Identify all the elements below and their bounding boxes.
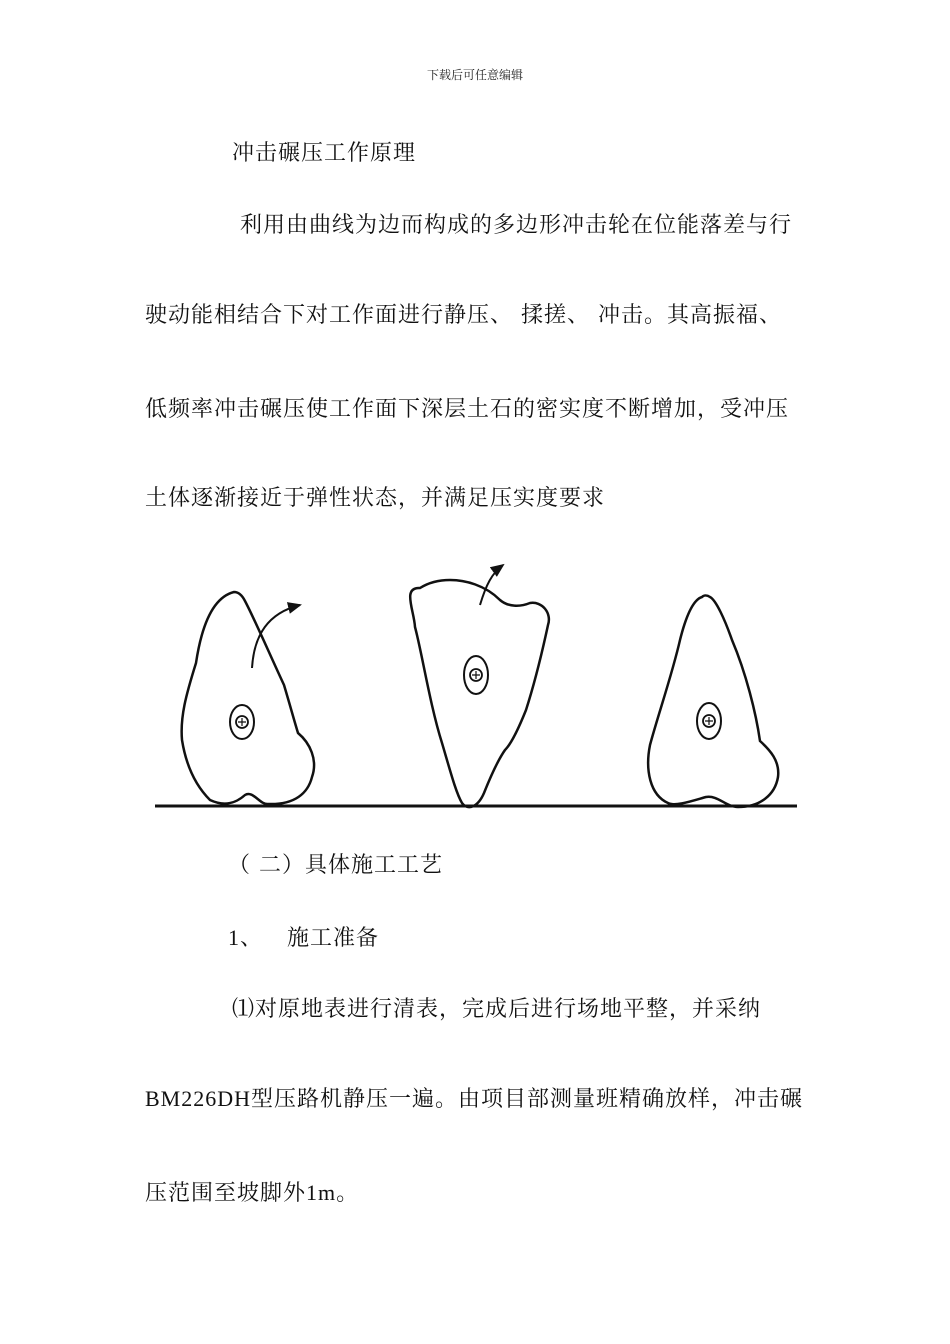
paragraph-text: 型压路机静压一遍。由项目部测量班精确放样，冲击碾 [251,1087,804,1112]
paragraph-line: ⑴对原地表进行清表，完成后进行场地平整，并采纳 [232,997,762,1022]
subsection-title: 施工准备 [287,926,380,951]
paragraph-line [145,1082,803,1113]
paragraph-line [145,1176,359,1207]
section-heading: （ 二）具体施工工艺 [228,853,443,878]
paragraph-line: 利用由曲线为边而构成的多边形冲击轮在位能落差与行 [240,213,793,238]
paragraph-line: 土体逐渐接近于弹性状态，并满足压实度要求 [145,486,606,511]
impact-wheel-right [648,596,778,808]
paragraph-line: 驶动能相结合下对工作面进行静压、 揉搓、 冲击。其高振福、 [145,303,782,328]
distance-value: 1m [306,1180,337,1205]
impact-wheel-left [182,592,314,804]
subsection-heading [228,921,379,952]
subsection-number: 1、 [228,925,264,950]
paragraph-line: 低频率冲击碾压使工作面下深层土石的密实度不断增加，受冲压 [145,397,790,422]
impact-roller-diagram [150,545,802,815]
paragraph-end: 。 [336,1181,360,1206]
page-header: 下载后可任意编辑 [426,68,523,82]
paragraph-text: 压范围至坡脚外 [145,1181,307,1206]
impact-wheel-middle [410,565,549,807]
model-number: BM226DH [145,1086,252,1111]
section-title: 冲击碾压工作原理 [232,141,417,166]
